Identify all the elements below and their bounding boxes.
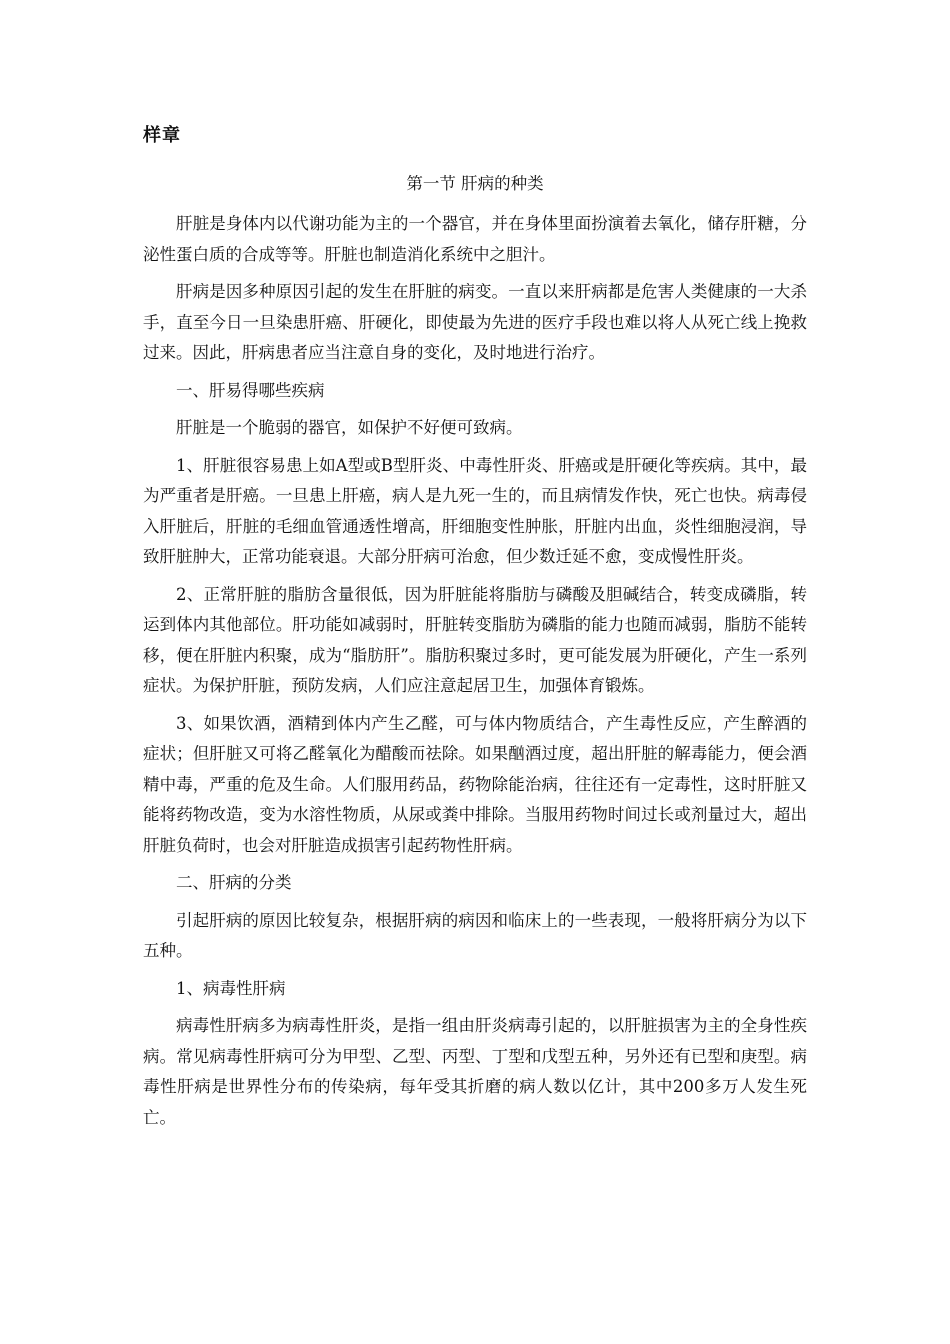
subheading: 一、肝易得哪些疾病: [176, 380, 325, 400]
subheading: 二、肝病的分类: [176, 873, 292, 892]
subheading: 1、病毒性肝病: [176, 978, 286, 998]
paragraph: 病毒性肝病多为病毒性肝炎，是指一组由肝炎病毒引起的，以肝脏损害为主的全身性疾病。常见病毒性肝病可分为甲型、乙型、丙型、丁型和戊型五种，另外还有已型和庚型。病毒性肝病是世界性分布的传染病，每年受其折磨的病人数以亿计，其中200多万人发生死亡。: [143, 1016, 807, 1127]
paragraph: 肝病是因多种原因引起的发生在肝脏的病变。一直以来肝病都是危害人类健康的一大杀手，直至今日一旦染患肝癌、肝硬化，即使最为先进的医疗手段也难以将人从死亡线上挽救过来。因此，肝病患者应当注意自身的变化，及时地进行治疗。: [143, 282, 807, 362]
paragraph: 肝脏是身体内以代谢功能为主的一个器官，并在身体里面扮演着去氧化，储存肝糖，分泌性蛋白质的合成等等。肝脏也制造消化系统中之胆汁。: [143, 214, 807, 264]
sample-chapter-label: 样章: [143, 125, 181, 146]
section-title: 第一节 肝病的种类: [406, 174, 544, 193]
paragraph: 引起肝病的原因比较复杂，根据肝病的病因和临床上的一些表现，一般将肝病分为以下五种。: [143, 910, 807, 960]
paragraph: 2、正常肝脏的脂肪含量很低，因为肝脏能将脂肪与磷酸及胆碱结合，转变成磷脂，转运到体内其他部位。肝功能如减弱时，肝脏转变脂肪为磷脂的能力也随而减弱，脂肪不能转移，便在肝脏内积聚，成为“脂肪肝”。脂肪积聚过多时，更可能发展为肝硬化，产生一系列症状。为保护肝脏，预防发病，人们应注意起居卫生，加强体育锻炼。: [143, 584, 807, 695]
paragraph: 1、肝脏很容易患上如A型或B型肝炎、中毒性肝炎、肝癌或是肝硬化等疾病。其中，最为严重者是肝癌。一旦患上肝癌，病人是九死一生的，而且病情发作快，死亡也快。病毒侵入肝脏后，肝脏的毛细血管通透性增高，肝细胞变性肿胀，肝脏内出血，炎性细胞浸润，导致肝脏肿大，正常功能衰退。大部分肝病可治愈，但少数迁延不愈，变成慢性肝炎。: [143, 455, 807, 566]
paragraph: 3、如果饮酒，酒精到体内产生乙醛，可与体内物质结合，产生毒性反应，产生醉酒的症状；但肝脏又可将乙醛氧化为醋酸而祛除。如果酗酒过度，超出肝脏的解毒能力，便会酒精中毒，严重的危及生命。人们服用药品，药物除能治病，往往还有一定毒性，这时肝脏又能将药物改造，变为水溶性物质，从尿或粪中排除。当服用药物时间过长或剂量过大，超出肝脏负荷时，也会对肝脏造成损害引起药物性肝病。: [143, 713, 807, 855]
body-text: [143, 209, 807, 1140]
paragraph: 肝脏是一个脆弱的器官，如保护不好便可致病。: [176, 418, 523, 437]
